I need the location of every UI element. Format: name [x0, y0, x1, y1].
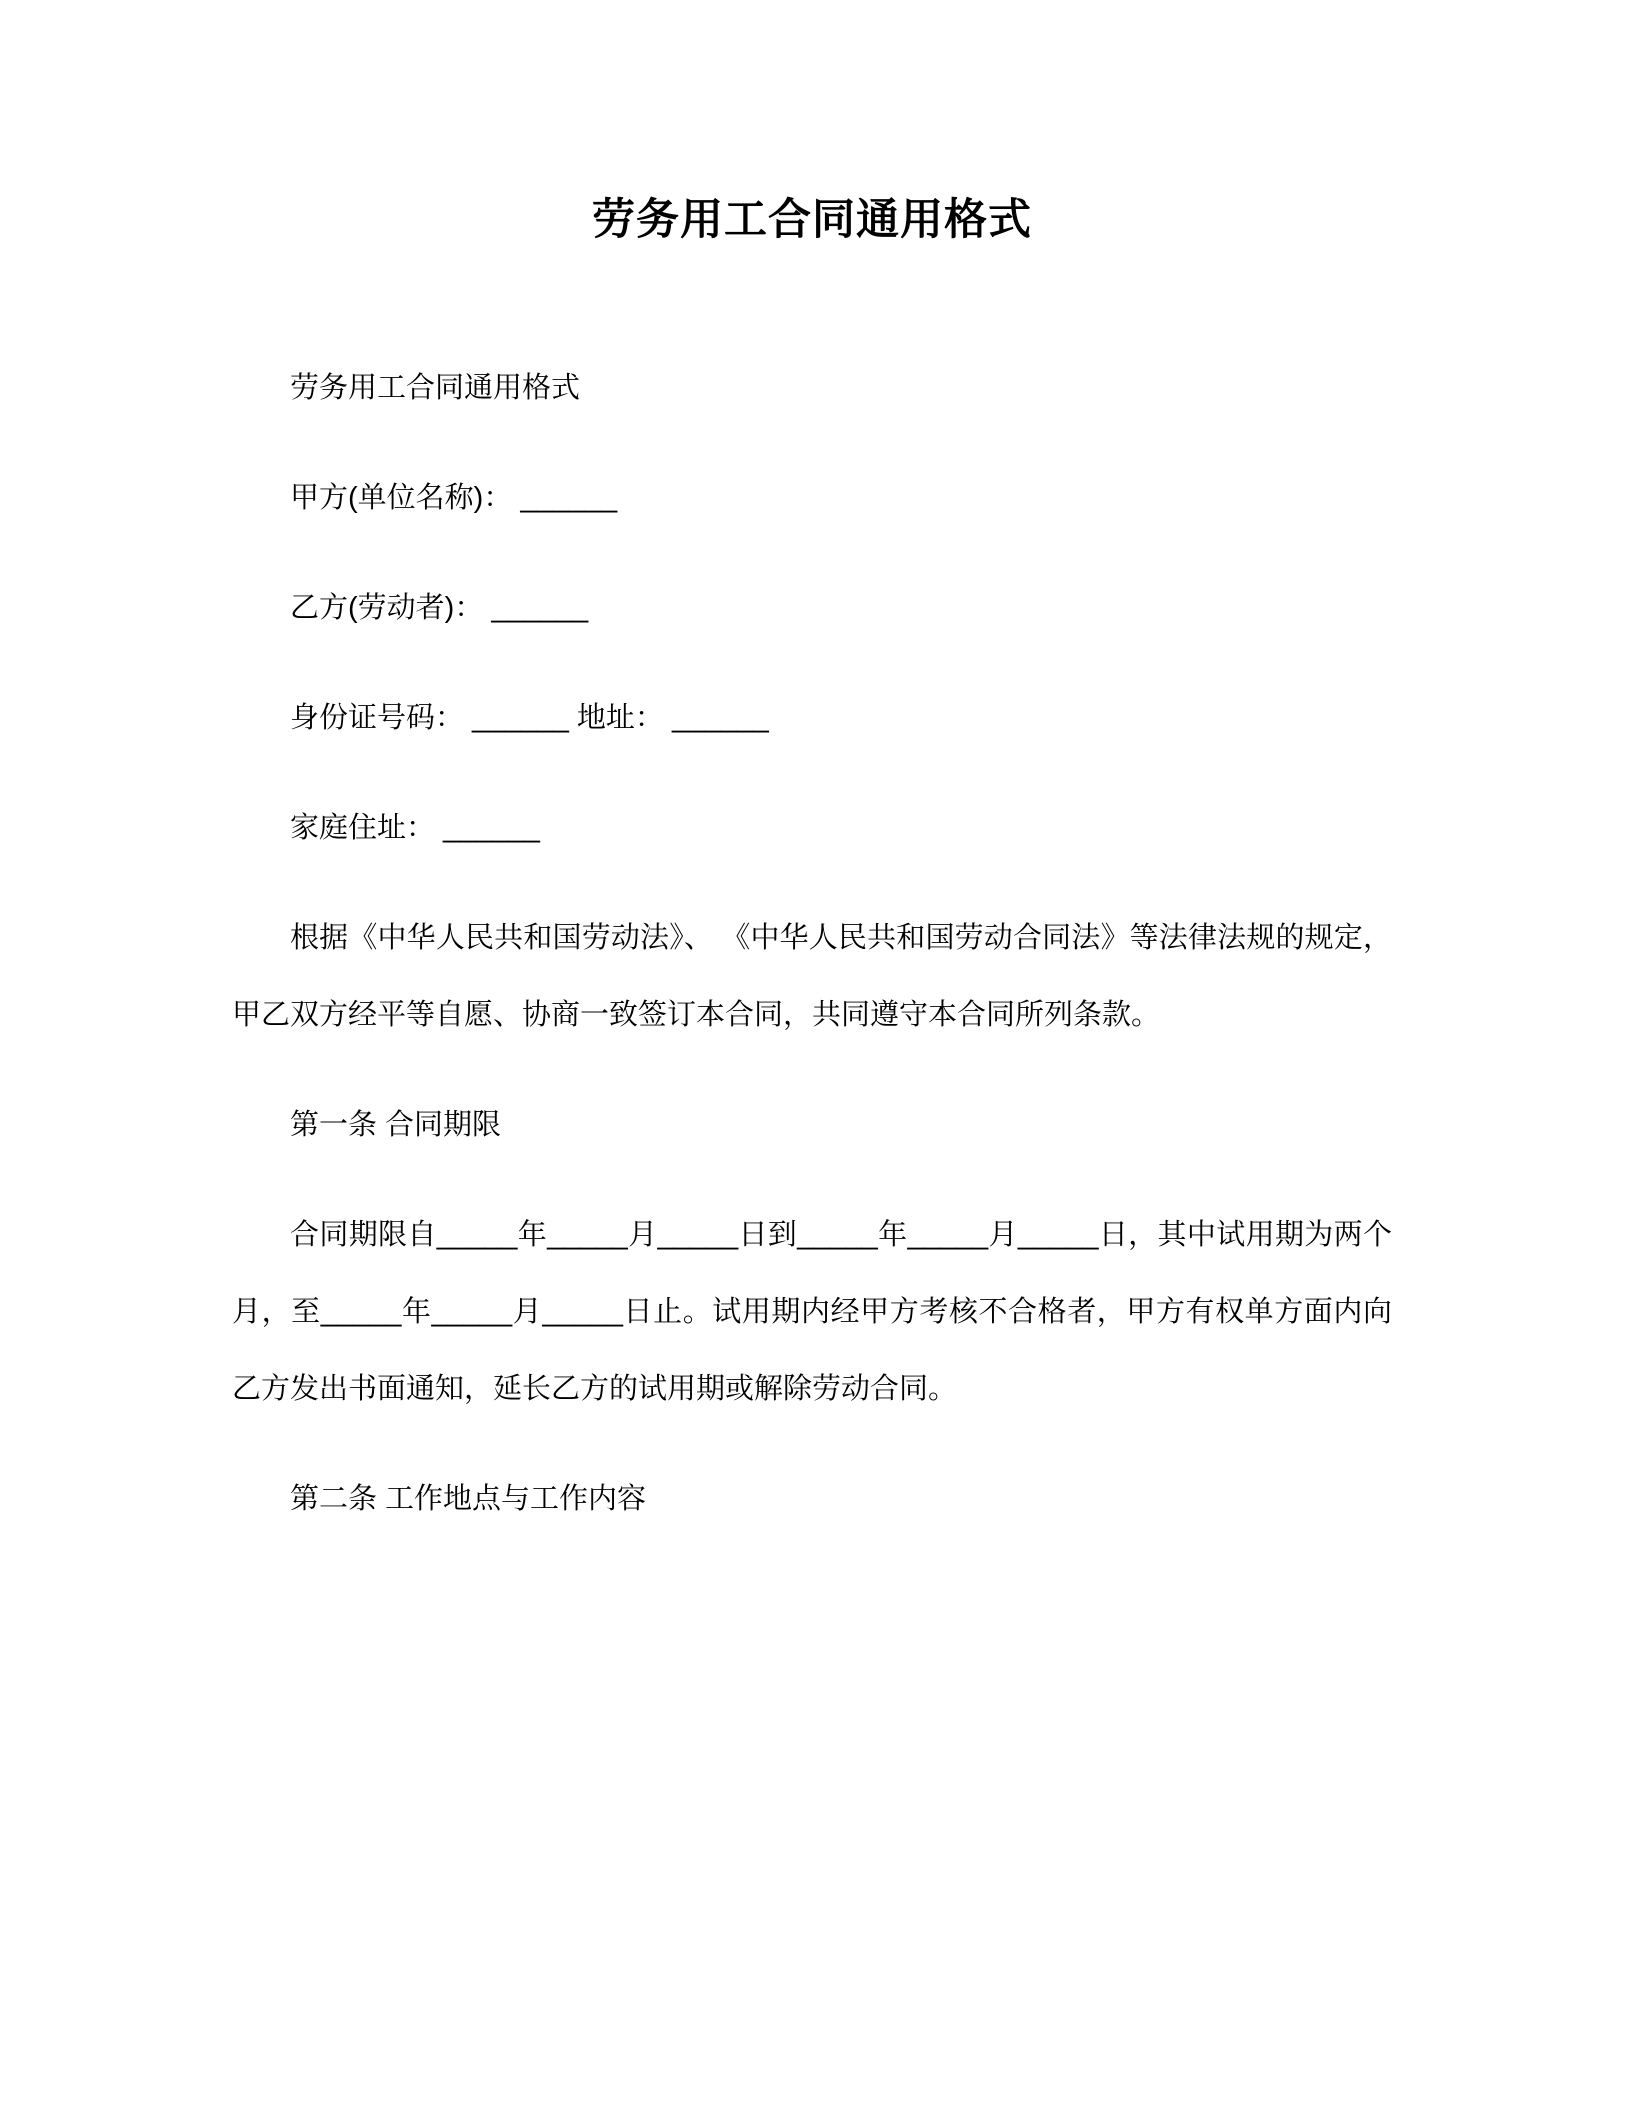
article-2-heading: 第二条 工作地点与工作内容 [290, 1483, 647, 1516]
home-address-line: 家庭住址： ______ [290, 812, 540, 845]
article-1-body: 合同期限自_____年_____月_____日到_____年_____月_____日，其中试用期为两个月，至_____年_____月_____日止。试用期内经甲方考核不合格者，甲方有权单方面内向乙方发出书面通知，延长乙方的试用期或解除劳动合同。 [232, 1219, 1392, 1406]
id-number-address-line: 身份证号码： ______ 地址： ______ [290, 702, 769, 735]
document-title: 劳务用工合同通用格式 [592, 196, 1032, 244]
preamble-paragraph: 根据《中华人民共和国劳动法》、 《中华人民共和国劳动合同法》等法律法规的规定，甲乙双方经平等自愿、协商一致签订本合同，共同遵守本合同所列条款。 [232, 922, 1392, 1032]
subtitle: 劳务用工合同通用格式 [290, 372, 581, 405]
party-b-line: 乙方(劳动者)： ______ [290, 592, 589, 625]
party-a-line: 甲方(单位名称)： ______ [290, 482, 618, 515]
article-1-heading: 第一条 合同期限 [290, 1109, 502, 1142]
document-body [232, 350, 1392, 1538]
